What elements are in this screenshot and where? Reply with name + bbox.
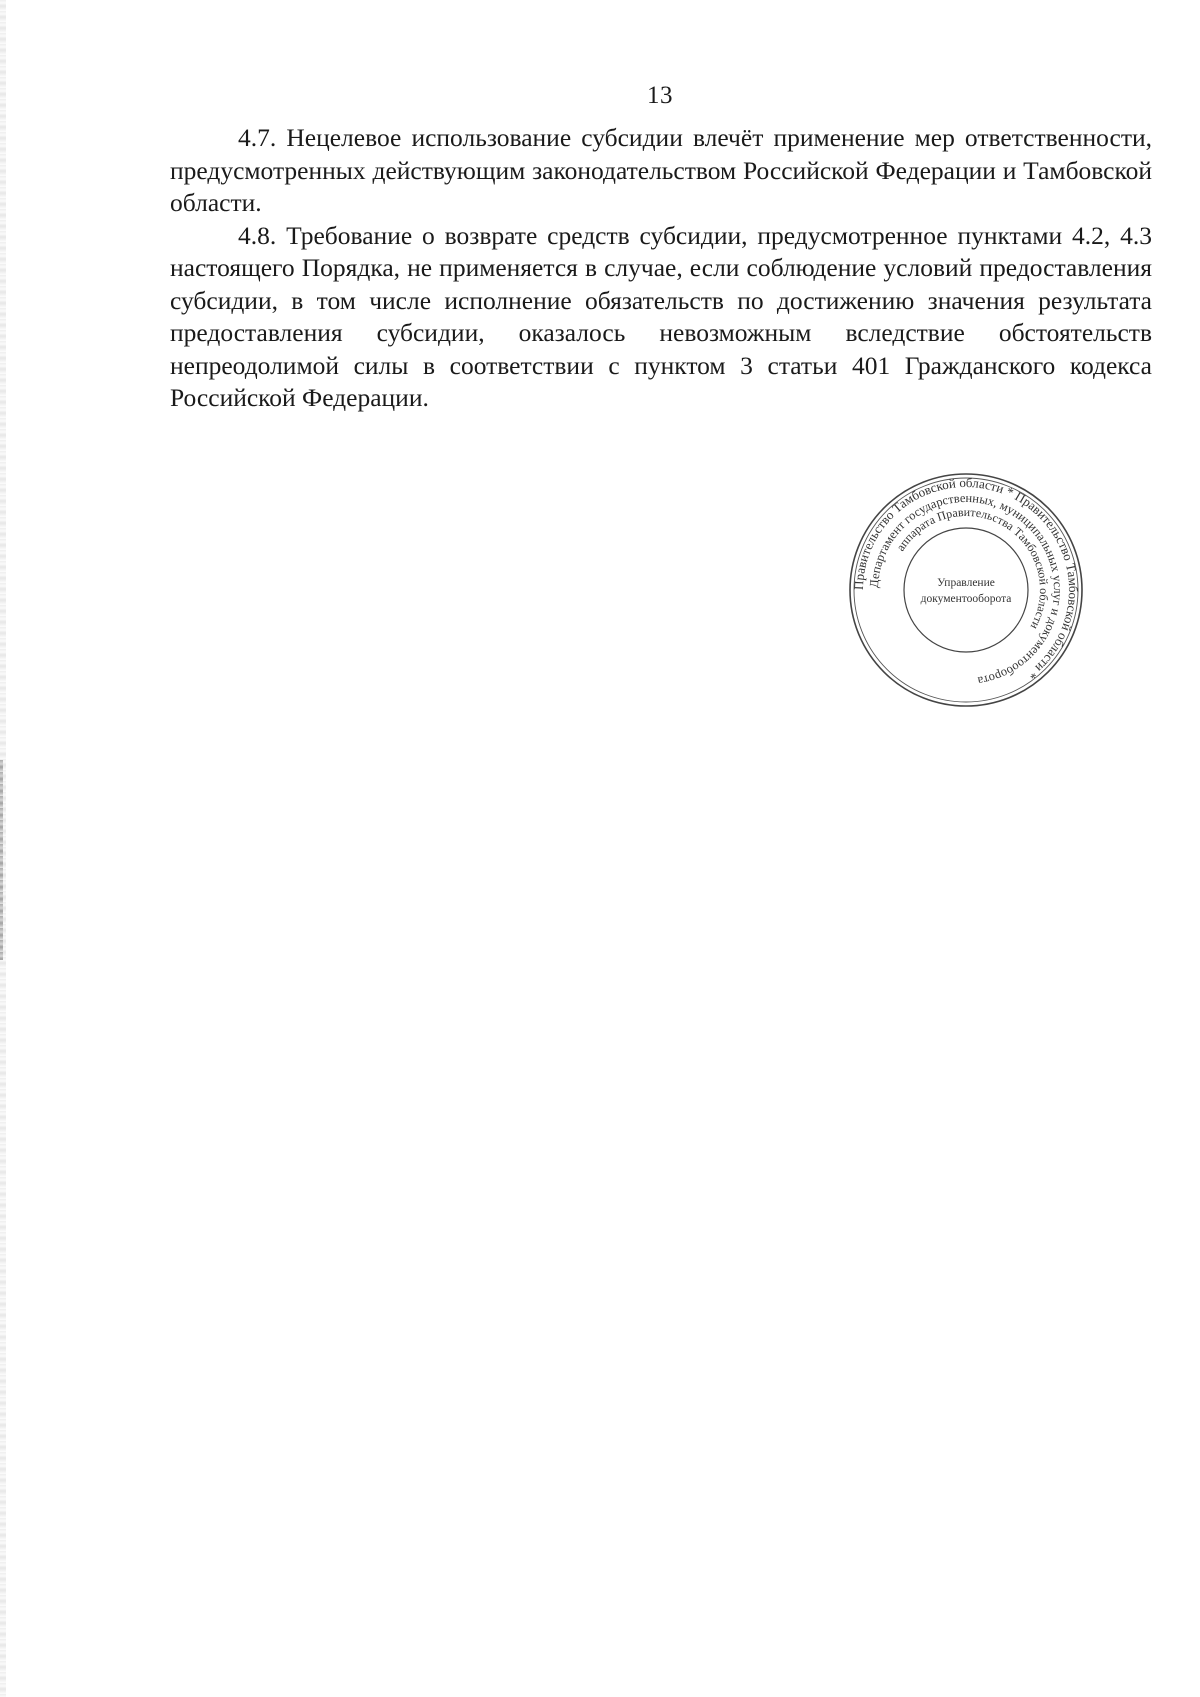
paragraph-4-7: 4.7. Нецелевое использование субсидии влечёт применение мер ответственности, предусмотренных действующим законодательством Российской Федерации и Тамбовской области. [170, 123, 1152, 217]
seal-inner-ring-text: аппарата Правительства Тамбовской области [893, 504, 1052, 632]
seal-center-line-2: документооборота [920, 593, 1012, 605]
page-number: 13 [647, 82, 673, 109]
scan-edge-artifact-dark [0, 760, 3, 960]
document-body [170, 122, 1152, 415]
seal-center-line-1: Управление [937, 577, 995, 589]
paragraph-4-8: 4.8. Требование о возврате средств субсидии, предусмотренное пунктами 4.2, 4.3 настоящего Порядка, не применяется в случае, если соблюдение условий предоставления субсидии, в том числе исполнение обязательств по достижению значения результата предоставления субсидии, оказалось невозможным вследствие обстоятельств непреодолимой силы в соответствии с пунктом 3 статьи 401 Гражданского кодекса Российской Федерации. [170, 220, 1152, 412]
seal-middle-ring-text: Департамент государственных, муниципальных услуг и документооборота [866, 490, 1066, 689]
official-seal-stamp [848, 472, 1084, 708]
seal-outer-ring-text: Правительство Тамбовской области * Правительство Тамбовской области * [850, 474, 1082, 683]
seal-graphic [848, 472, 1084, 708]
